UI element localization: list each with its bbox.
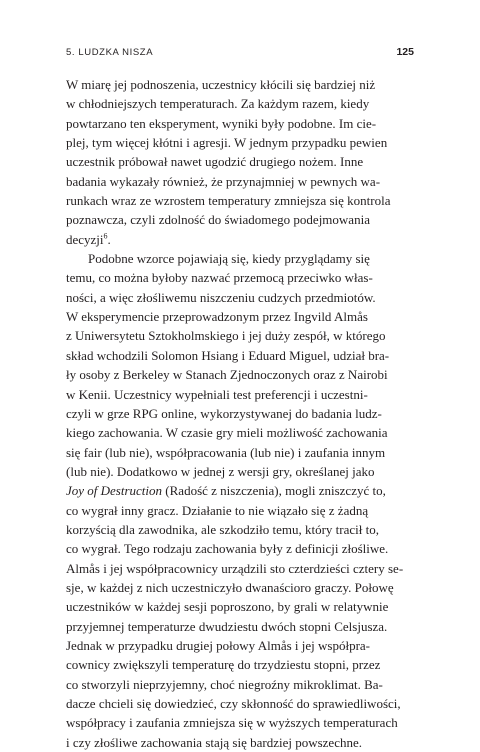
text-line <box>66 230 414 249</box>
paragraph-1 <box>66 75 414 249</box>
text-line: Jednak w przypadku drugiej połowy Almås i jej współpra- <box>66 637 370 653</box>
text-line: uczestnik próbował nawet ugodzić drugiego nożem. Inne <box>66 154 364 170</box>
text-line: dacze chcieli się dowiedzieć, czy skłonność do sprawiedliwości, <box>66 696 401 711</box>
text-line: co wygrał. Tego rodzaju zachowania były z definicji złośliwe. <box>66 541 389 557</box>
page-number: 125 <box>396 46 414 58</box>
text-line: co stworzyli nieprzyjemny, choć niegroźny mikroklimat. Ba- <box>66 676 383 692</box>
text-line: poznawcza, czyli zdolność do świadomego podejmowania <box>66 212 370 228</box>
footnote-reference[interactable]: 6 <box>103 231 108 241</box>
text-line: W miarę jej podnoszenia, uczestnicy kłócili się bardziej niż <box>66 77 376 92</box>
text-line: w chłodniejszych temperaturach. Za każdym razem, kiedy <box>66 96 370 112</box>
text-line: temu, co można byłoby nazwać przemocą przeciwko włas- <box>66 270 373 286</box>
text-line: z Uniwersytetu Sztokholmskiego i jej duży zespół, w którego <box>66 328 386 344</box>
text-line: plej, tym więcej kłótni i agresji. W jednym przypadku pewien <box>66 135 388 151</box>
text-line: przyjemnej temperaturze dwudziestu dwóch stopni Celsjusza. <box>66 618 388 634</box>
page-header <box>66 46 414 58</box>
body-text <box>66 75 414 752</box>
game-title: Joy of Destruction <box>66 483 163 499</box>
text-line: W eksperymencie przeprowadzonym przez Ingvild Almås <box>66 309 368 325</box>
text-line: korzyścią dla zawodnika, ale szkodziło temu, który tracił to, <box>66 521 379 537</box>
text-line: w Kenii. Uczestnicy wypełniali test preferencji i uczestni- <box>66 386 368 402</box>
text-line <box>66 481 414 500</box>
text-line: się fair (lub nie), współpracowania (lub nie) i zaufania innym <box>66 444 386 460</box>
paragraph-2 <box>66 249 414 752</box>
text-line: sje, w każdej z nich uczestniczyło dwanaściorо graczy. Połowę <box>66 579 394 595</box>
text-line: kiego zachowania. W czasie gry mieli możliwość zachowania <box>66 425 388 441</box>
text-line: współpracy i zaufania zmniejsza się w wyższych temperaturach <box>66 715 398 731</box>
text-line: (lub nie). Dodatkowo w jednej z wersji gry, określanej jako <box>66 463 375 479</box>
text-line: Podobne wzorce pojawiają się, kiedy przyglądamy się <box>88 251 370 267</box>
text-line: cownicy zwiększyli temperaturę do trzydziestu stopni, przez <box>66 657 381 673</box>
text-line: runkach wraz ze wzrostem temperatury zmniejsza się kontrola <box>66 193 391 209</box>
text-line: skład wchodzili Solomon Hsiang i Eduard Miguel, udział bra- <box>66 347 390 363</box>
text-line: i czy złośliwe zachowania stają się bardziej powszechne. <box>66 734 362 750</box>
text-line: Almås i jej współpracownicy urządzili sto czterdzieści cztery se- <box>66 560 404 576</box>
text-line: decyzji <box>66 231 104 247</box>
running-head: 5. LUDZKA NISZA <box>66 47 154 58</box>
end-punctuation: . <box>107 231 111 247</box>
text-line-rest: (Radość z niszczenia), mogli zniszczyć to, <box>162 483 386 499</box>
text-line: ności, a więc złośliwemu niszczeniu cudzych przedmiotów. <box>66 289 376 305</box>
text-line: badania wykazały również, że przynajmniej w pewnych wa- <box>66 173 381 189</box>
text-line: uczestników w każdej sesji poproszono, by grali w relatywnie <box>66 599 389 615</box>
text-line: ły osoby z Berkeley w Stanach Zjednoczonych oraz z Nairobi <box>66 367 388 383</box>
text-line: czyli w grze RPG online, wykorzystywanej do badania ludz- <box>66 405 382 421</box>
text-line: powtarzano ten eksperyment, wyniki były podobne. Im cie- <box>66 115 377 131</box>
text-line: co wygrał inny gracz. Działanie to nie wiązało się z żadną <box>66 502 369 518</box>
